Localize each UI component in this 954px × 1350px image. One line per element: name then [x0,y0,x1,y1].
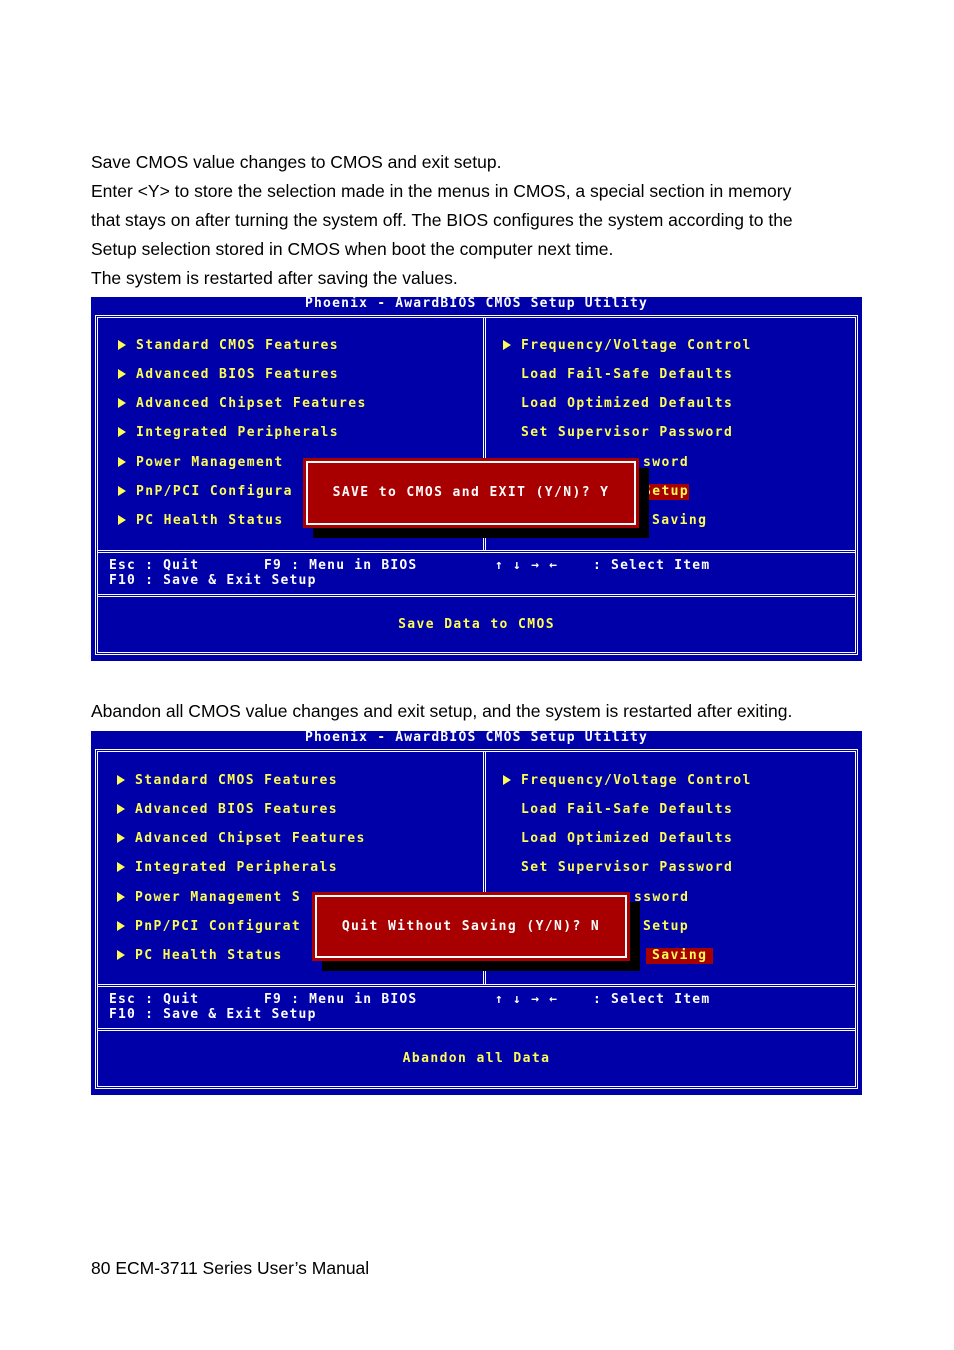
status-divider [98,594,855,597]
help-arrows: ↑ ↓ → ← [495,558,559,573]
submenu-arrow-icon [503,340,511,350]
help-arrows: ↑ ↓ → ← [495,992,559,1007]
help-select-item: : Select Item [593,558,711,573]
menu-set-supervisor[interactable]: Set Supervisor Password [521,425,734,440]
abandon-line: Abandon all CMOS value changes and exit setup, and the system is restarted after exiting. [91,701,793,721]
intro-line: Setup selection stored in CMOS when boot the computer next time. [91,239,614,259]
status-line: Abandon all Data [402,1051,551,1066]
bios-title: Phoenix - AwardBIOS CMOS Setup Utility [304,296,648,311]
submenu-arrow-icon [118,340,126,350]
menu-pnp-pci[interactable]: PnP/PCI Configura [118,484,293,500]
quit-dialog[interactable] [312,892,630,961]
submenu-arrow-icon [118,515,126,525]
page-footer: 80 ECM-3711 Series User’s Manual [91,1258,370,1278]
submenu-arrow-icon [118,427,126,437]
menu-exit-without-saving-partial[interactable]: Saving [652,513,708,528]
help-divider [98,550,855,553]
submenu-arrow-icon [118,398,126,408]
menu-advanced-bios[interactable]: Advanced BIOS Features [117,802,338,818]
submenu-arrow-icon [117,892,125,902]
menu-power-management[interactable]: Power Management [118,455,284,471]
menu-advanced-chipset[interactable]: Advanced Chipset Features [117,831,366,847]
submenu-arrow-icon [117,804,125,814]
intro-line: Enter <Y> to store the selection made in the menus in CMOS, a special section in memory [91,181,792,201]
menu-power-management[interactable]: Power Management S [117,890,301,906]
menu-advanced-chipset[interactable]: Advanced Chipset Features [118,396,367,412]
submenu-arrow-icon [118,457,126,467]
status-divider [98,1028,855,1031]
menu-standard-cmos[interactable]: Standard CMOS Features [118,338,339,354]
submenu-arrow-icon [118,369,126,379]
menu-load-failsafe[interactable]: Load Fail-Safe Defaults [521,367,734,382]
submenu-arrow-icon [118,486,126,496]
menu-integrated-peripherals[interactable]: Integrated Peripherals [118,425,339,441]
abandon-paragraph [91,697,881,726]
bios-screen-save [91,297,862,661]
menu-save-exit-partial[interactable]: Setup [643,484,690,499]
help-f10: F10 : Save & Exit Setup [109,1007,317,1022]
bios-screen-quit [91,731,862,1095]
submenu-arrow-icon [117,921,125,931]
help-divider [98,984,855,987]
menu-save-exit-partial[interactable]: Setup [643,919,690,934]
help-select-item: : Select Item [593,992,711,1007]
submenu-arrow-icon [503,775,511,785]
menu-load-optimized[interactable]: Load Optimized Defaults [521,396,734,411]
menu-frequency-voltage[interactable]: Frequency/Voltage Control [503,338,752,354]
menu-exit-without-saving-partial[interactable]: Saving [646,948,713,964]
menu-pnp-pci[interactable]: PnP/PCI Configurat [117,919,301,935]
menu-exit-without-saving-partial-start[interactable]: t [631,948,641,963]
help-f9: F9 : Menu in BIOS [264,558,418,573]
intro-line: Save CMOS value changes to CMOS and exit setup. [91,152,502,172]
help-esc: Esc : Quit [109,992,200,1007]
status-line: Save Data to CMOS [398,617,555,632]
dialog-message: Quit Without Saving (Y/N)? N [341,918,601,934]
menu-pc-health[interactable]: PC Health Status [118,513,284,529]
save-exit-dialog[interactable] [303,458,639,528]
menu-set-user-password-partial[interactable]: ssword [634,890,690,905]
submenu-arrow-icon [117,833,125,843]
menu-set-supervisor[interactable]: Set Supervisor Password [521,860,734,875]
intro-paragraph [91,148,881,293]
menu-load-optimized[interactable]: Load Optimized Defaults [521,831,734,846]
menu-load-failsafe[interactable]: Load Fail-Safe Defaults [521,802,734,817]
menu-integrated-peripherals[interactable]: Integrated Peripherals [117,860,338,876]
help-f9: F9 : Menu in BIOS [264,992,418,1007]
menu-advanced-bios[interactable]: Advanced BIOS Features [118,367,339,383]
menu-pc-health[interactable]: PC Health Status [117,948,283,964]
intro-line: The system is restarted after saving the values. [91,268,458,288]
bios-title: Phoenix - AwardBIOS CMOS Setup Utility [304,730,648,745]
intro-line: that stays on after turning the system off. The BIOS configures the system according to the [91,210,793,230]
submenu-arrow-icon [117,950,125,960]
menu-frequency-voltage[interactable]: Frequency/Voltage Control [503,773,752,789]
menu-set-user-password-partial[interactable]: sword [643,455,690,470]
help-esc: Esc : Quit [109,558,200,573]
submenu-arrow-icon [117,775,125,785]
help-f10: F10 : Save & Exit Setup [109,573,317,588]
menu-standard-cmos[interactable]: Standard CMOS Features [117,773,338,789]
submenu-arrow-icon [117,862,125,872]
dialog-message: SAVE to CMOS and EXIT (Y/N)? Y [332,485,610,500]
